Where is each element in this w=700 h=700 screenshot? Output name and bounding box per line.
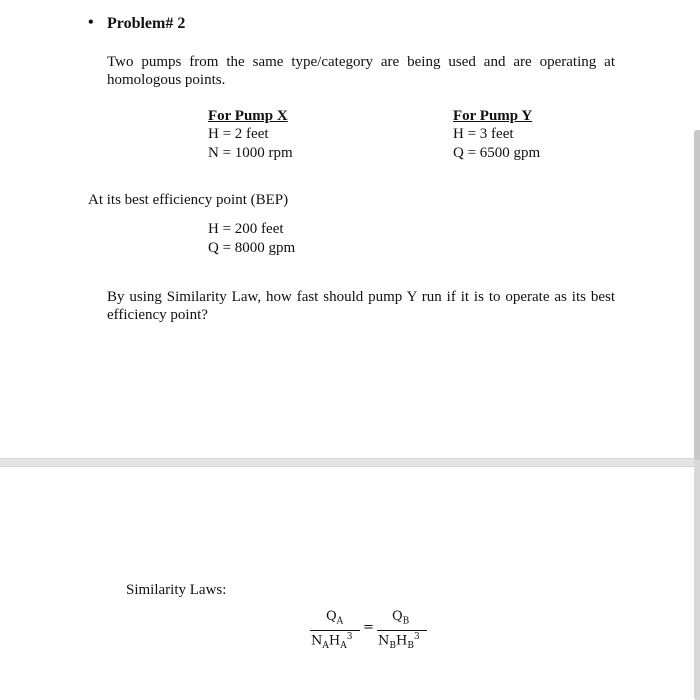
pump-x-head: H = 2 feet — [208, 126, 269, 142]
question-paragraph: By using Similarity Law, how fast should pump Y run if it is to operate as its best efficiency point? — [107, 289, 615, 323]
pump-y-heading: For Pump Y — [453, 108, 533, 124]
bep-head: H = 200 feet — [208, 221, 284, 237]
bullet-marker: • — [88, 14, 94, 31]
problem-title: Problem# 2 — [107, 15, 186, 32]
left-denominator: $N_AH_A^3$ — [311, 632, 353, 651]
left-fraction-bar — [310, 630, 360, 631]
pump-y-head: H = 3 feet — [453, 126, 514, 142]
intro-paragraph: Two pumps from the same type/category are being used and are operating at homologous points. — [107, 54, 615, 88]
equals-sign: = — [363, 620, 374, 635]
right-numerator: $Q_B$ — [392, 609, 410, 627]
bep-label: At its best efficiency point (BEP) — [88, 192, 289, 208]
pump-y-flow: Q = 6500 gpm — [453, 145, 541, 161]
pump-x-speed: N = 1000 rpm — [208, 145, 293, 161]
similarity-laws-label: Similarity Laws: — [126, 582, 227, 598]
scrollbar-thumb[interactable] — [694, 130, 700, 460]
page-separator — [0, 458, 700, 467]
right-fraction-bar — [377, 630, 427, 631]
pump-x-heading: For Pump X — [208, 108, 288, 124]
document-page-2 — [0, 467, 700, 699]
bep-flow: Q = 8000 gpm — [208, 240, 296, 256]
left-numerator: $Q_A$ — [326, 609, 344, 627]
right-denominator: $N_BH_B^3$ — [378, 632, 420, 651]
